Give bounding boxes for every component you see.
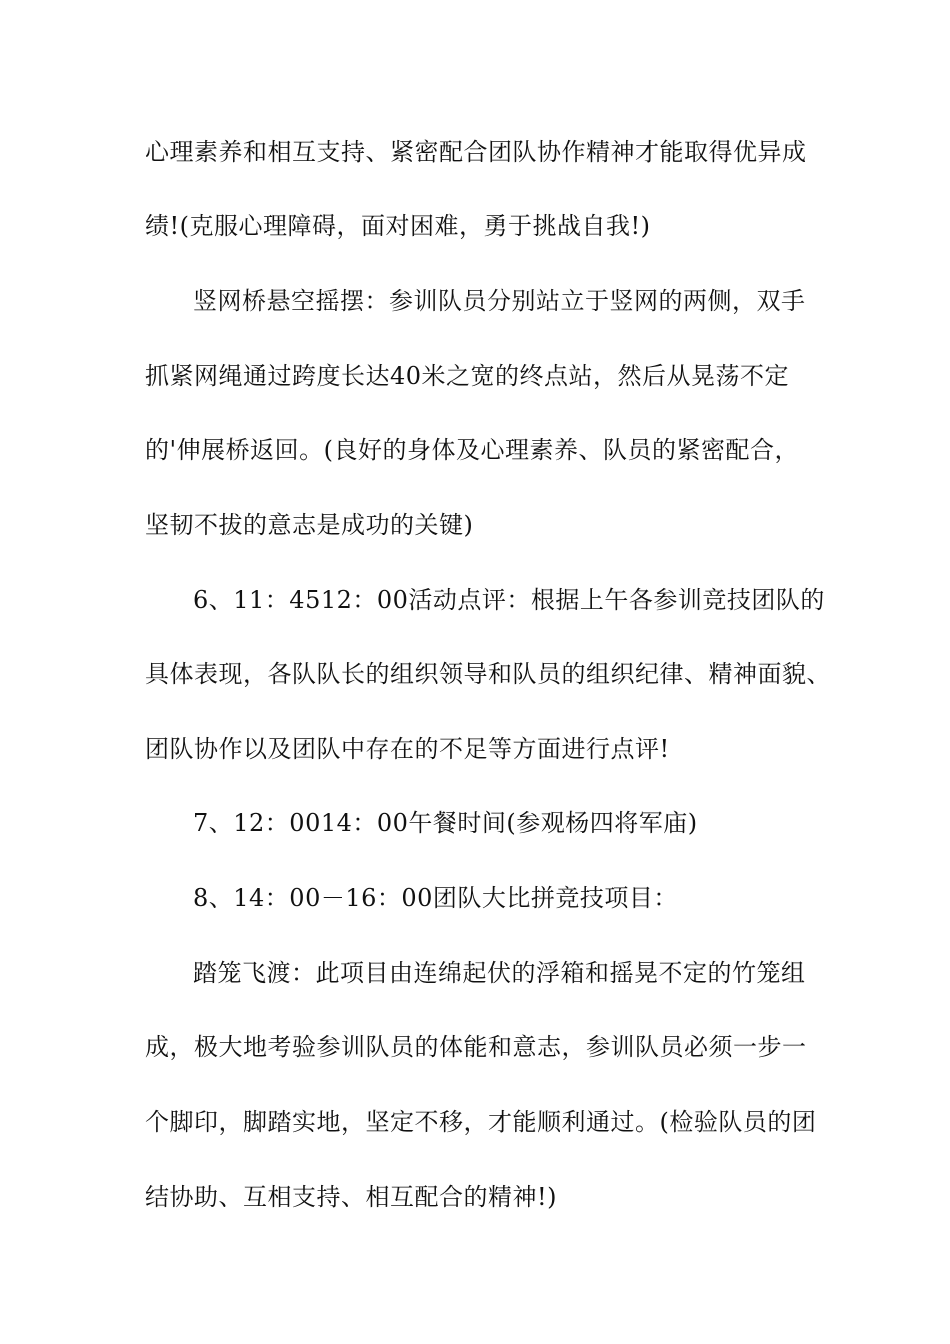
paragraph-start-line: 8、14：00－16：00团队大比拼竞技项目： bbox=[193, 884, 678, 912]
text-line: 心理素养和相互支持、紧密配合团队协作精神才能取得优异成 bbox=[145, 138, 807, 166]
text-line: 抓紧网绳通过跨度长达40米之宽的终点站，然后从晃荡不定 bbox=[145, 362, 790, 390]
paragraph-start-line: 7、12：0014：00午餐时间(参观杨四将军庙) bbox=[193, 809, 698, 837]
paragraph-start-line: 竖网桥悬空摇摆：参训队员分别站立于竖网的两侧，双手 bbox=[193, 287, 806, 315]
paragraph-start-line: 踏笼飞渡：此项目由连绵起伏的浮箱和摇晃不定的竹笼组 bbox=[193, 959, 806, 987]
text-line: 的'伸展桥返回。(良好的身体及心理素养、队员的紧密配合， bbox=[145, 436, 799, 464]
text-line: 结协助、互相支持、相互配合的精神!) bbox=[145, 1183, 558, 1211]
text-line: 团队协作以及团队中存在的不足等方面进行点评! bbox=[145, 735, 670, 763]
text-line: 坚韧不拔的意志是成功的关键) bbox=[145, 511, 474, 539]
text-line: 具体表现，各队队长的组织领导和队员的组织纪律、精神面貌、 bbox=[145, 660, 831, 688]
text-line: 成，极大地考验参训队员的体能和意志，参训队员必须一步一 bbox=[145, 1033, 807, 1061]
text-line: 绩!(克服心理障碍，面对困难，勇于挑战自我!) bbox=[145, 212, 651, 240]
text-line: 个脚印，脚踏实地，坚定不移，才能顺利通过。(检验队员的团 bbox=[145, 1108, 817, 1136]
paragraph-start-line: 6、11：4512：00活动点评：根据上午各参训竞技团队的 bbox=[193, 586, 825, 614]
